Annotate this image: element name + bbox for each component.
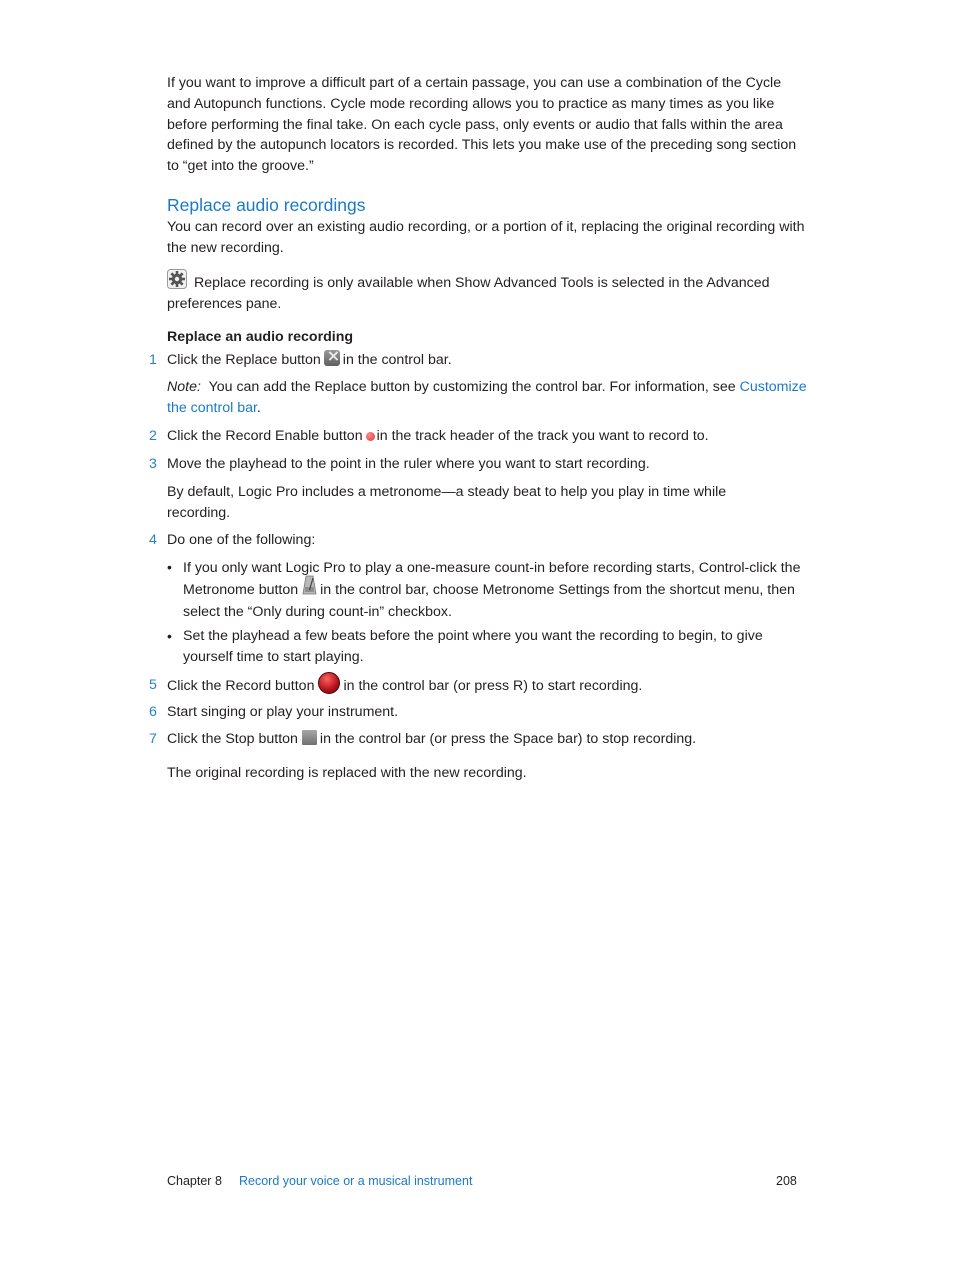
step-number: 4 bbox=[149, 532, 157, 548]
bullet-item bbox=[183, 557, 808, 623]
bullet-item: Set the playhead a few beats before the point where you want the recording to begin, to give yourself time to start playing. bbox=[183, 628, 763, 665]
section-description: You can record over an existing audio recording, or a portion of it, replacing the original recording with the new recording. bbox=[167, 219, 805, 256]
step-text: in the control bar (or press R) to start recording. bbox=[343, 677, 643, 694]
footer-chapter-link[interactable]: Record your voice or a musical instrument bbox=[239, 1174, 473, 1188]
step-number: 7 bbox=[149, 731, 157, 747]
bullet-text: in the control bar, choose Metronome Settings from the shortcut menu, then select the “Only during count-in” checkbox. bbox=[183, 582, 795, 620]
page-number: 208 bbox=[776, 1174, 797, 1188]
step-number: 2 bbox=[149, 428, 157, 444]
section-heading: Replace audio recordings bbox=[167, 195, 366, 215]
result-text: The original recording is replaced with the new recording. bbox=[167, 765, 527, 781]
note-label: Note: bbox=[167, 379, 201, 395]
bullet-text: If you only want Logic Pro to play a one-measure count-in before recording starts, Control-click the Metronome button bbox=[183, 560, 801, 598]
stop-icon bbox=[302, 730, 317, 745]
step-6: Start singing or play your instrument. bbox=[167, 704, 399, 720]
customize-control-bar-link[interactable]: Customize the control bar bbox=[167, 379, 807, 416]
step-5 bbox=[167, 675, 807, 697]
record-button-icon bbox=[318, 672, 340, 694]
replace-icon bbox=[324, 350, 340, 366]
step-7 bbox=[167, 729, 807, 750]
bullet-marker: • bbox=[167, 628, 172, 644]
step-text: Click the Replace button bbox=[167, 352, 321, 368]
step-3: Move the playhead to the point in the ruler where you want to start recording. bbox=[167, 456, 650, 472]
step-text: Click the Record Enable button bbox=[167, 428, 363, 444]
step-text: Click the Stop button bbox=[167, 731, 298, 747]
note-text: You can add the Replace button by customizing the control bar. For information, see bbox=[208, 379, 736, 395]
note-end: . bbox=[256, 399, 261, 416]
step-3-detail: By default, Logic Pro includes a metronome—a steady beat to help you play in time while recording. bbox=[167, 484, 727, 521]
step-4: Do one of the following: bbox=[167, 532, 316, 548]
step-number: 1 bbox=[149, 352, 157, 368]
step-2 bbox=[167, 426, 807, 447]
step-number: 3 bbox=[149, 456, 157, 472]
task-title: Replace an audio recording bbox=[167, 329, 354, 345]
step-text: in the track header of the track you want to record to. bbox=[376, 428, 709, 444]
step-text: Click the Record button bbox=[167, 677, 315, 694]
step-text: in the control bar. bbox=[342, 352, 452, 368]
advanced-tools-note: Replace recording is only available when Show Advanced Tools is selected in the Advanced preferences pane. bbox=[167, 275, 770, 312]
footer-chapter-label: Chapter 8 bbox=[167, 1174, 222, 1188]
step-1 bbox=[167, 350, 807, 371]
metronome-icon bbox=[302, 575, 317, 595]
record-enable-icon bbox=[366, 432, 375, 441]
step-number: 5 bbox=[149, 677, 157, 693]
step-number: 6 bbox=[149, 704, 157, 720]
step-text: in the control bar (or press the Space bar) to stop recording. bbox=[319, 731, 697, 747]
step-1-note bbox=[167, 377, 807, 419]
bullet-marker: • bbox=[167, 559, 172, 575]
intro-paragraph: If you want to improve a difficult part of a certain passage, you can use a combination of the Cycle and Autopunch functions. Cycle mode recording allows you to practice as many times as you like before performing the final take. On each cycle pass, only events or audio that falls within the area defined by the autopunch locators is recorded. This lets you make use of the preceding song section to “get into the groove.” bbox=[167, 75, 797, 175]
